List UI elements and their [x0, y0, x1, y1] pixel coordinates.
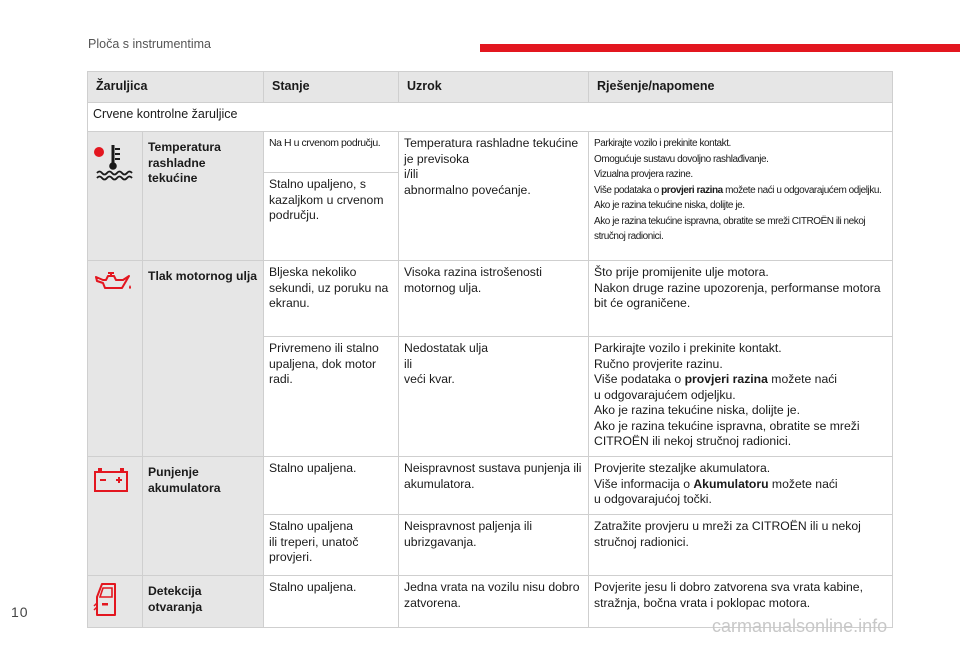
state-battery-2	[264, 515, 399, 576]
solution-line: Vizualna provjera razine.	[594, 169, 693, 180]
solution-line: Provjerite stezaljke akumulatora.	[594, 461, 771, 475]
page-number: 10	[11, 604, 29, 620]
cause-line: Nedostatak ulja	[404, 341, 489, 355]
solution-line: Više podataka o provjeri razina možete naći	[594, 372, 838, 386]
solution-line: Parkirajte vozilo i prekinite kontakt.	[594, 138, 731, 149]
solution-battery-2: Zatražite provjeru u mreži za CITROËN ili u nekoj stručnoj radionici.	[589, 515, 893, 576]
solution-line: Više informacija o Akumulatoru možete naći	[594, 476, 838, 491]
state-battery-1: Stalno upaljena.	[264, 457, 399, 515]
battery-link-text: Akumulatoru	[693, 476, 769, 491]
solution-line: u odgovarajućoj točki.	[594, 492, 712, 506]
cause-door: Jedna vrata na vozilu nisu dobro zatvorena.	[399, 576, 589, 628]
level-check-link-text: provjeri razina	[684, 372, 768, 386]
solution-line: Što prije promijenite ulje motora.	[594, 265, 769, 279]
solution-oil-1	[589, 261, 893, 337]
table-row	[88, 132, 893, 173]
level-check-link-text: provjeri razina	[661, 184, 723, 196]
solution-line: Ako je razina tekućine niska, dolijte je.	[594, 403, 800, 417]
state-coolant-1: Na H u crvenom području.	[264, 132, 399, 173]
cause-line: abnormalno povećanje.	[404, 182, 531, 197]
lamp-name-oil: Tlak motornog ulja	[143, 261, 264, 457]
cause-line: ili	[404, 356, 413, 371]
section-title: Crvene kontrolne žaruljice	[88, 103, 893, 132]
solution-coolant	[589, 132, 893, 261]
cause-oil-2	[399, 337, 589, 457]
solution-line: Ako je razina tekućine ispravna, obratite se mreži CITROËN ili nekoj stručnoj radionici.	[594, 418, 860, 448]
solution-oil-2	[589, 337, 893, 457]
state-door: Stalno upaljena.	[264, 576, 399, 628]
solution-line: Ručno provjerite razinu.	[594, 356, 723, 371]
battery-icon-cell	[88, 457, 143, 576]
cause-line: Temperatura rashladne tekućine je previsoka	[404, 136, 579, 166]
solution-line: u odgovarajućem odjeljku.	[594, 387, 736, 402]
state-line: ili treperi, unatoč provjeri.	[269, 534, 359, 564]
cause-battery-2: Neispravnost paljenja ili ubrizgavanja.	[399, 515, 589, 576]
watermark: carmanualsonline.info	[712, 616, 888, 636]
lamp-name-battery: Punjenje akumulatora	[143, 457, 264, 576]
cause-coolant	[399, 132, 589, 261]
section-row	[88, 103, 893, 132]
column-header-cause: Uzrok	[399, 72, 589, 103]
solution-line: Parkirajte vozilo i prekinite kontakt.	[594, 341, 782, 355]
cause-battery-1: Neispravnost sustava punjenja ili akumulatora.	[399, 457, 589, 515]
door-open-icon	[93, 582, 119, 618]
coolant-temperature-icon	[93, 142, 133, 182]
column-header-state: Stanje	[264, 72, 399, 103]
lamp-name-door: Detekcija otvaranja	[143, 576, 264, 628]
running-title: Ploča s instrumentima	[88, 37, 211, 51]
warning-lamp-table	[87, 71, 893, 628]
solution-line: Nakon druge razine upozorenja, performanse motora bit će ograničene.	[594, 280, 881, 310]
solution-door: Povjerite jesu li dobro zatvorena sva vrata kabine, stražnja, bočna vrata i poklopac motora.	[589, 576, 893, 628]
column-header-lamp: Žaruljica	[88, 72, 264, 103]
oil-icon-cell	[88, 261, 143, 457]
solution-battery-1	[589, 457, 893, 515]
state-oil-1: Bljeska nekoliko sekundi, uz poruku na ekranu.	[264, 261, 399, 337]
table-row	[88, 457, 893, 515]
door-icon-cell	[88, 576, 143, 628]
coolant-icon-cell	[88, 132, 143, 261]
solution-line: Ako je razina tekućine ispravna, obratite se mreži CITROËN ili nekoj stručnoj radionici.	[594, 215, 866, 242]
table-header-row	[88, 72, 893, 103]
lamp-name-coolant: Temperatura rashladne tekućine	[143, 132, 264, 261]
column-header-solution: Rješenje/napomene	[589, 72, 893, 103]
oil-pressure-icon	[93, 271, 133, 295]
solution-line: Više podataka o provjeri razina možete naći u odgovarajućem odjeljku.	[594, 184, 882, 196]
state-coolant-2: Stalno upaljeno, s kazaljkom u crvenom području.	[264, 173, 399, 261]
solution-line: Omogućuje sustavu dovoljno rashlađivanje.	[594, 153, 769, 165]
solution-line: Ako je razina tekućine niska, dolijte je.	[594, 200, 745, 211]
state-line: Stalno upaljena	[269, 519, 354, 533]
table-row	[88, 261, 893, 337]
cause-oil-1: Visoka razina istrošenosti motornog ulja.	[399, 261, 589, 337]
cause-line: veći kvar.	[404, 372, 455, 386]
cause-line: i/ili	[404, 167, 419, 181]
battery-charge-icon	[93, 467, 129, 493]
header-accent-bar	[480, 44, 960, 52]
state-oil-2: Privremeno ili stalno upaljena, dok motor radi.	[264, 337, 399, 457]
